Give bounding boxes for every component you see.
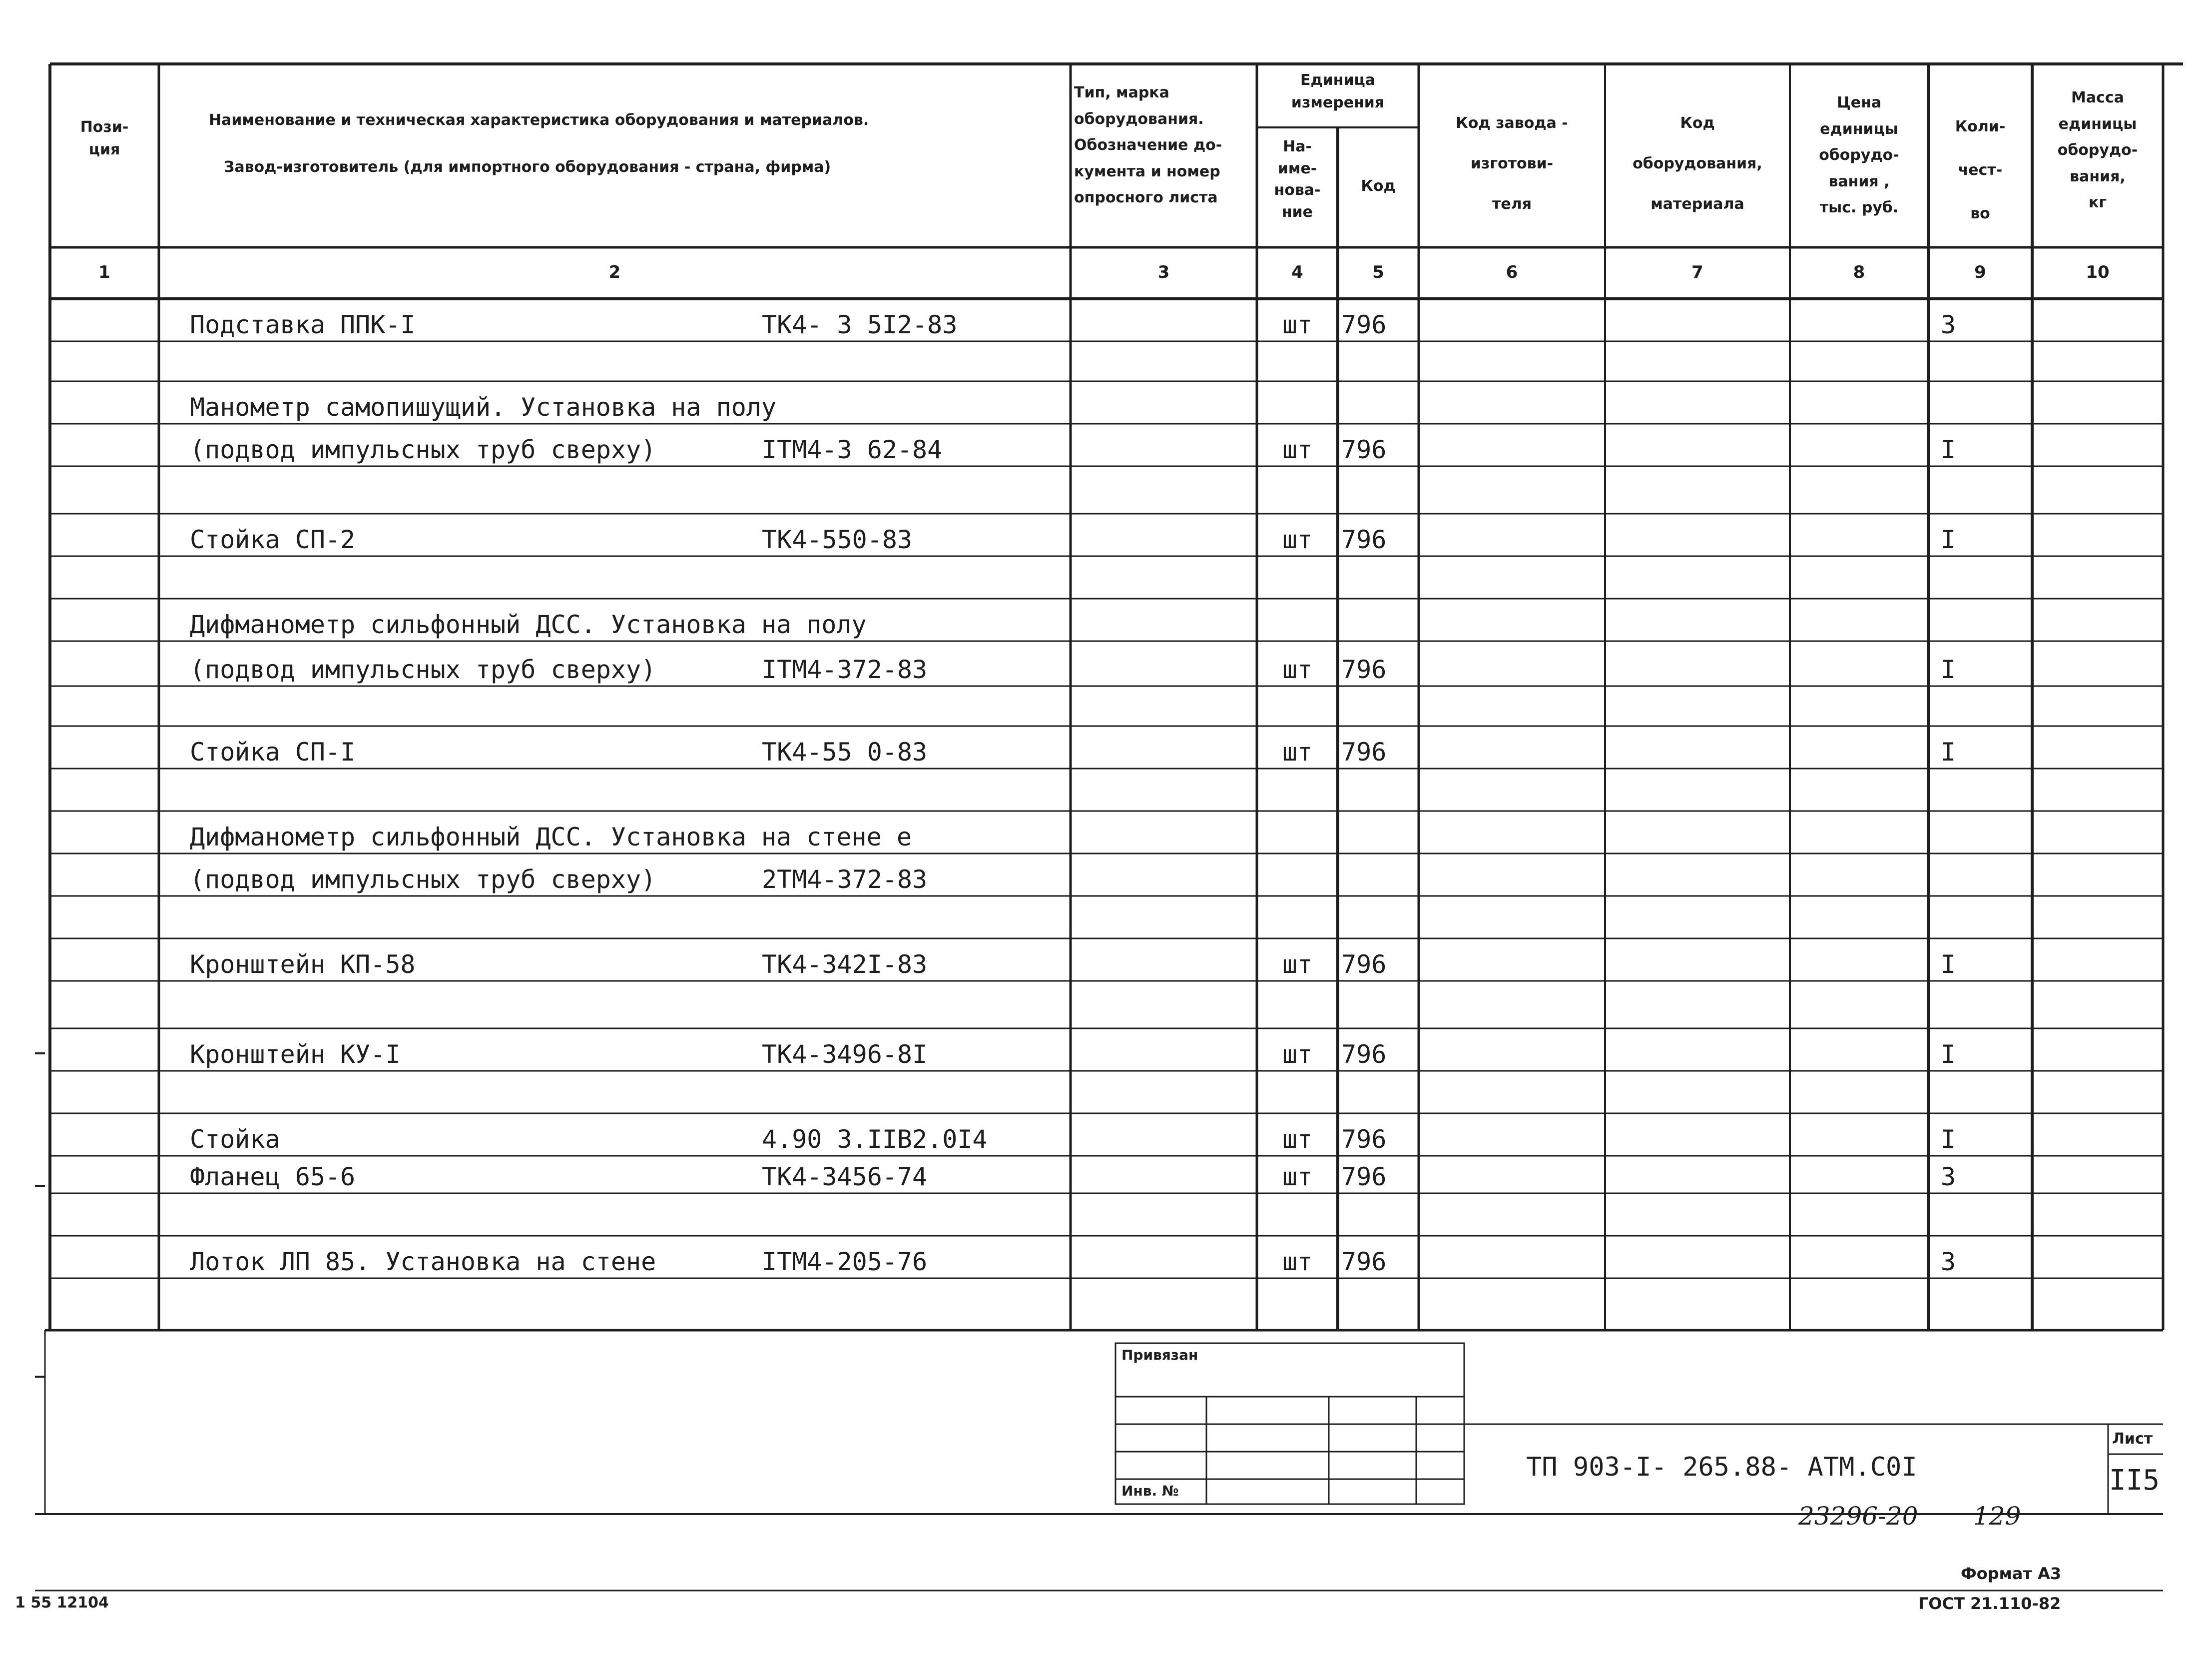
row-doc: ТК4-550-83 <box>762 525 913 554</box>
row-name: Дифманометр сильфонный ДСС. Установка на полу <box>190 610 867 639</box>
column-number: 2 <box>608 262 621 282</box>
row-name: Стойка СП-2 <box>190 525 356 554</box>
row-doc: ITM4-372-83 <box>762 655 928 684</box>
header-unit-name: На- име- нова- ние <box>1274 138 1321 221</box>
sheet-number: II5 <box>2109 1464 2160 1497</box>
column-number: 6 <box>1506 262 1518 282</box>
column-number: 8 <box>1853 262 1865 282</box>
column-number: 1 <box>98 262 110 282</box>
row-unit: шт <box>1282 738 1313 767</box>
column-number: 4 <box>1291 262 1303 282</box>
row-unit: шт <box>1282 1162 1313 1191</box>
row-qty: I <box>1941 738 1956 767</box>
column-number: 7 <box>1691 262 1703 282</box>
row-qty: I <box>1941 1040 1956 1069</box>
row-name: Стойка <box>190 1125 280 1154</box>
left-code: 1 55 12104 <box>15 1594 109 1612</box>
header-factory-code: Код завода - изготови- теля <box>1456 114 1568 213</box>
row-doc: ITM4-205-76 <box>762 1247 928 1276</box>
sheet-label: Лист <box>2112 1430 2153 1448</box>
header-unit: Единица измерения <box>1291 71 1385 111</box>
row-name: (подвод импульсных труб сверху) <box>190 655 656 684</box>
row-doc: ТК4-3456-74 <box>762 1162 928 1191</box>
page-number: 129 <box>1973 1502 2021 1531</box>
tied-label: Привязан <box>1121 1347 1198 1363</box>
row-name: (подвод импульсных труб сверху) <box>190 435 656 464</box>
header-position: Пози- ция <box>80 118 129 158</box>
row-unit: шт <box>1282 950 1313 979</box>
row-code: 796 <box>1341 738 1387 767</box>
row-name: Фланец 65-6 <box>190 1162 356 1191</box>
row-code: 796 <box>1341 1247 1387 1276</box>
column-number: 9 <box>1974 262 1986 282</box>
row-name: Подставка ППК-I <box>190 310 416 339</box>
row-unit: шт <box>1282 655 1313 684</box>
header-quantity: Коли- чест- во <box>1955 118 2006 222</box>
row-name: (подвод импульсных труб сверху) <box>190 865 656 894</box>
row-doc: ТК4- 3 5I2-83 <box>762 310 958 339</box>
row-code: 796 <box>1341 525 1387 554</box>
header-name-line2: Завод-изготовитель (для импортного оборудования - страна, фирма) <box>224 158 831 176</box>
row-qty: I <box>1941 435 1956 464</box>
row-doc: ТК4-342I-83 <box>762 950 928 979</box>
row-code: 796 <box>1341 950 1387 979</box>
row-code: 796 <box>1341 310 1387 339</box>
row-qty: 3 <box>1941 1162 1956 1191</box>
gost-label: ГОСТ 21.110-82 <box>1918 1594 2061 1613</box>
header-price: Цена единицы оборудо- вания , тыс. руб. <box>1819 94 1899 216</box>
row-code: 796 <box>1341 655 1387 684</box>
row-doc: ТК4-55 0-83 <box>762 738 928 767</box>
header-equipment-code: Код оборудования, материала <box>1633 114 1762 213</box>
row-unit: шт <box>1282 310 1313 339</box>
row-code: 796 <box>1341 1125 1387 1154</box>
row-qty: I <box>1941 525 1956 554</box>
header-type-mark: Тип, марка оборудования. Обозначение до- кумента и номер опросного листа <box>1074 84 1222 206</box>
row-name: Кронштейн КП-58 <box>190 950 416 979</box>
row-name: Стойка СП-I <box>190 738 356 767</box>
row-qty: I <box>1941 655 1956 684</box>
row-qty: I <box>1941 1125 1956 1154</box>
row-qty: 3 <box>1941 1247 1956 1276</box>
row-qty: 3 <box>1941 310 1956 339</box>
row-name: Манометр самопишущий. Установка на полу <box>190 393 776 422</box>
row-code: 796 <box>1341 1162 1387 1191</box>
row-unit: шт <box>1282 525 1313 554</box>
row-doc: 2ТМ4-372-83 <box>762 865 928 894</box>
header-name-line1: Наименование и техническая характеристика оборудования и материалов. <box>209 111 869 129</box>
row-doc: ITM4-3 62-84 <box>762 435 943 464</box>
header-mass: Масса единицы оборудо- вания, кг <box>2057 89 2138 211</box>
row-doc: 4.90 3.IIВ2.0I4 <box>762 1125 988 1154</box>
inventory-label: Инв. № <box>1121 1483 1179 1499</box>
row-unit: шт <box>1282 1125 1313 1154</box>
document-designation: ТП 903-I- 265.88- АТМ.С0I <box>1526 1452 1917 1482</box>
column-number: 10 <box>2086 262 2110 282</box>
format-label: Формат А3 <box>1961 1564 2062 1583</box>
header-unit-code: Код <box>1361 177 1396 195</box>
row-unit: шт <box>1282 1040 1313 1069</box>
row-qty: I <box>1941 950 1956 979</box>
archive-number: 23296-20 <box>1798 1502 1918 1531</box>
row-name: Лоток ЛП 85. Установка на стене <box>190 1247 656 1276</box>
row-unit: шт <box>1282 1247 1313 1276</box>
row-name: Дифманометр сильфонный ДСС. Установка на стене е <box>190 823 912 851</box>
column-number: 3 <box>1157 262 1170 282</box>
column-number: 5 <box>1372 262 1384 282</box>
row-doc: ТК4-3496-8I <box>762 1040 928 1069</box>
row-unit: шт <box>1282 435 1313 464</box>
row-code: 796 <box>1341 1040 1387 1069</box>
row-code: 796 <box>1341 435 1387 464</box>
row-name: Кронштейн КУ-I <box>190 1040 401 1069</box>
